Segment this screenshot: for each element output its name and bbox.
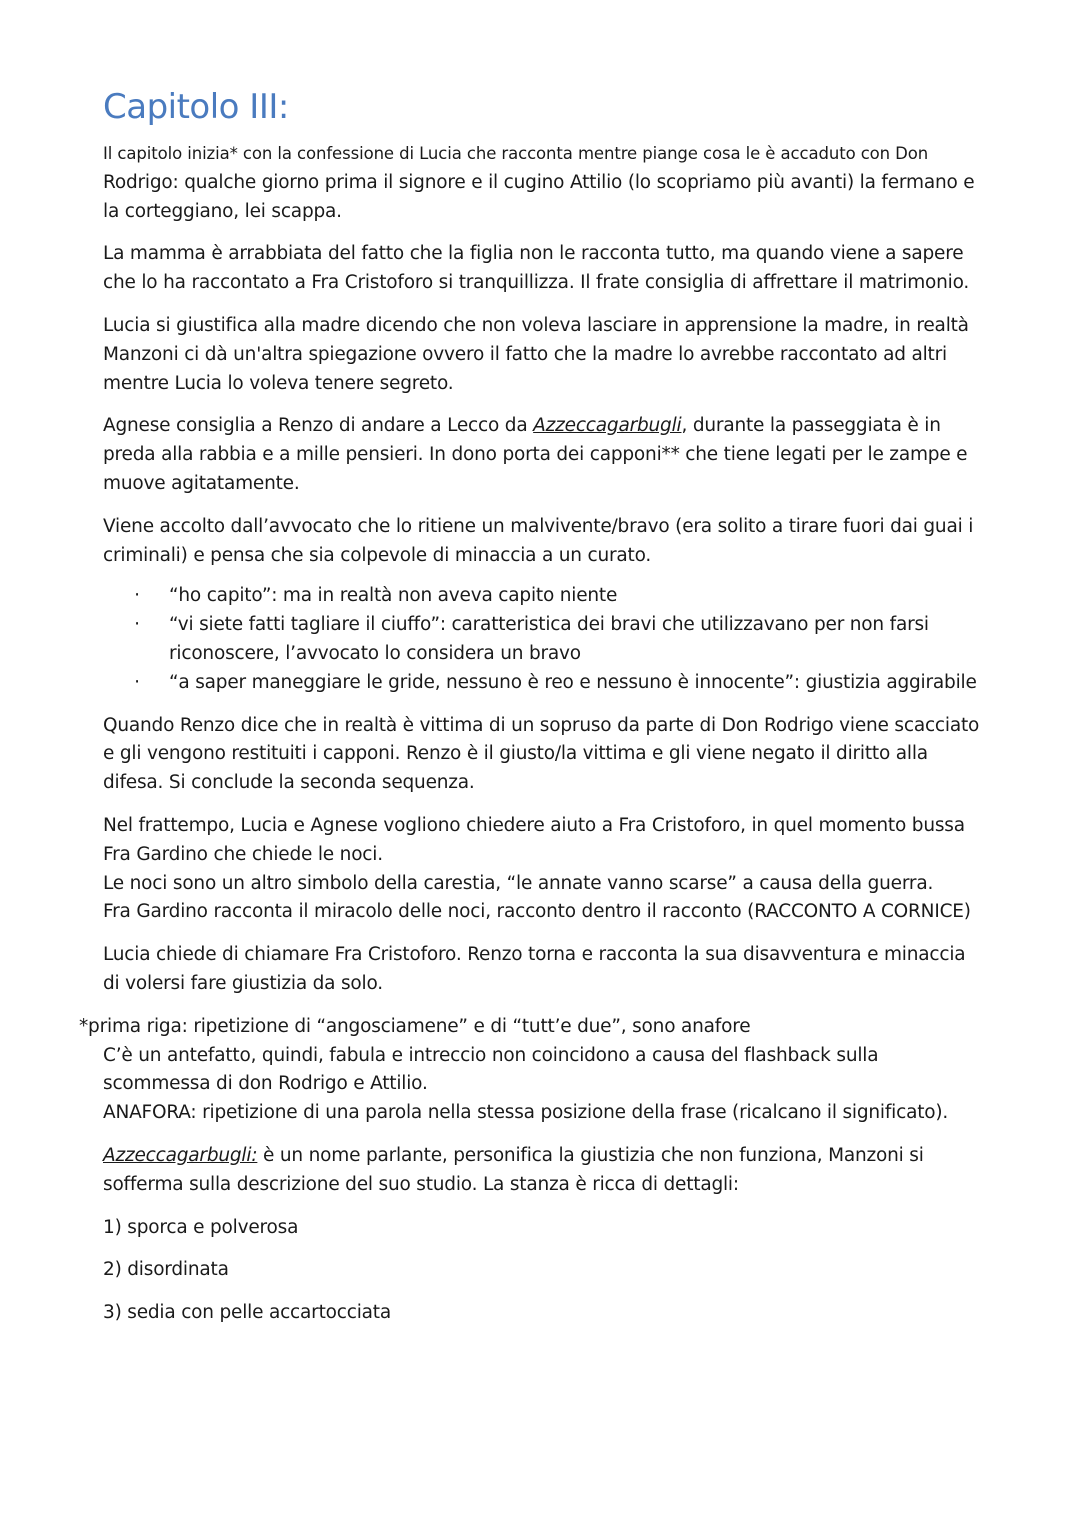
paragraph-line: Il capitolo inizia* con la confessione di Lucia che racconta mentre piange cosa le è accaduto con Don	[103, 144, 929, 163]
paragraph-nuts	[103, 812, 983, 927]
numbered-item: 2) disordinata	[103, 1259, 229, 1281]
paragraph-text: Agnese consiglia a Renzo di andare a Lecco da	[103, 415, 534, 437]
paragraph-lawyer: Viene accolto dall’avvocato che lo ritiene un malvivente/bravo (era solito a tirare fuori dai guai i criminali) e pensa che sia colpevole di minaccia a un curato.	[103, 515, 974, 566]
paragraph-line: Le noci sono un altro simbolo della carestia, “le annate vanno scarse” a causa della guerra.	[103, 872, 934, 894]
list-item-text: “ho capito”: ma in realtà non aveva capito niente	[169, 585, 618, 607]
document-page	[79, 82, 983, 1342]
azzeccagarbugli-name: Azzeccagarbugli	[533, 415, 682, 437]
list-item	[103, 669, 983, 698]
paragraph-speaking-name	[103, 1142, 983, 1200]
numbered-item: 3) sedia con pelle accartocciata	[103, 1302, 391, 1324]
paragraph-lecco	[103, 412, 983, 498]
chapter-title: Capitolo III:	[103, 87, 289, 127]
numbered-item: 1) sporca e polverosa	[103, 1216, 299, 1238]
footnotes	[79, 1013, 983, 1128]
list-item	[103, 582, 983, 611]
footnote-line: ANAFORA: ripetizione di una parola nella stessa posizione della frase (ricalcano il significato).	[103, 1102, 949, 1124]
list-item	[103, 611, 983, 669]
paragraph-mother: La mamma è arrabbiata del fatto che la figlia non le racconta tutto, ma quando viene a sapere che lo ha raccontato a Fra Cristoforo si tranquillizza. Il frate consiglia di affrettare il matrimonio.	[103, 243, 970, 294]
azzeccagarbugli-name: Azzeccagarbugli:	[103, 1144, 258, 1166]
footnote-line: *prima riga: ripetizione di “angosciamene” e di “tutt’e due”, sono anafore	[79, 1015, 751, 1037]
paragraph-text: , durante la passeggiata è in preda alla rabbia e a mille pensieri. In dono porta dei capponi** che tiene legati per le zampe e muove agitatamente.	[103, 415, 968, 494]
paragraph-line: Nel frattempo, Lucia e Agnese vogliono chiedere aiuto a Fra Cristoforo, in quel momento bussa Fra Gardino che chiede le noci.	[103, 814, 965, 865]
list-item-text: “vi siete fatti tagliare il ciuffo”: caratteristica dei bravi che utilizzavano per non farsi riconoscere, l’avvocato lo considera un bravo	[169, 614, 929, 664]
paragraph-return: Lucia chiede di chiamare Fra Cristoforo. Renzo torna e racconta la sua disavventura e minaccia di volersi fare giustizia da solo.	[103, 944, 966, 994]
bullet-icon: ·	[134, 671, 140, 693]
footnote-line: C’è un antefatto, quindi, fabula e intreccio non coincidono a causa del flashback sulla scommessa di don Rodrigo e Attilio.	[103, 1044, 879, 1095]
bullet-icon: ·	[134, 585, 140, 607]
quote-list	[103, 582, 983, 697]
bullet-icon: ·	[134, 614, 140, 636]
paragraph-justification: Lucia si giustifica alla madre dicendo che non voleva lasciare in apprensione la madre, in realtà Manzoni ci dà un'altra spiegazione ovvero il fatto che la madre lo avrebbe raccontato ad altri mentre Lucia lo voleva tenere segreto.	[103, 314, 969, 394]
paragraph-line: Fra Gardino racconta il miracolo delle noci, racconto dentro il racconto (RACCONTO A CORNICE)	[103, 901, 971, 923]
list-item-text: “a saper maneggiare le gride, nessuno è reo e nessuno è innocente”: giustizia aggirabile	[169, 671, 977, 693]
paragraph-dismissal: Quando Renzo dice che in realtà è vittima di un sopruso da parte di Don Rodrigo viene scacciato e gli vengono restituiti i capponi. Renzo è il giusto/la vittima e gli viene negato il diritto alla difesa. Si conclude la seconda sequenza.	[103, 714, 980, 794]
paragraph-text: è un nome parlante, personifica la giustizia che non funziona, Manzoni si sofferma sulla descrizione del suo studio. La stanza è ricca di dettagli:	[103, 1144, 924, 1195]
paragraph-confession	[103, 140, 983, 226]
paragraph-text: Rodrigo: qualche giorno prima il signore e il cugino Attilio (lo scopriamo più avanti) la fermano e la corteggiano, lei scappa.	[103, 171, 975, 222]
